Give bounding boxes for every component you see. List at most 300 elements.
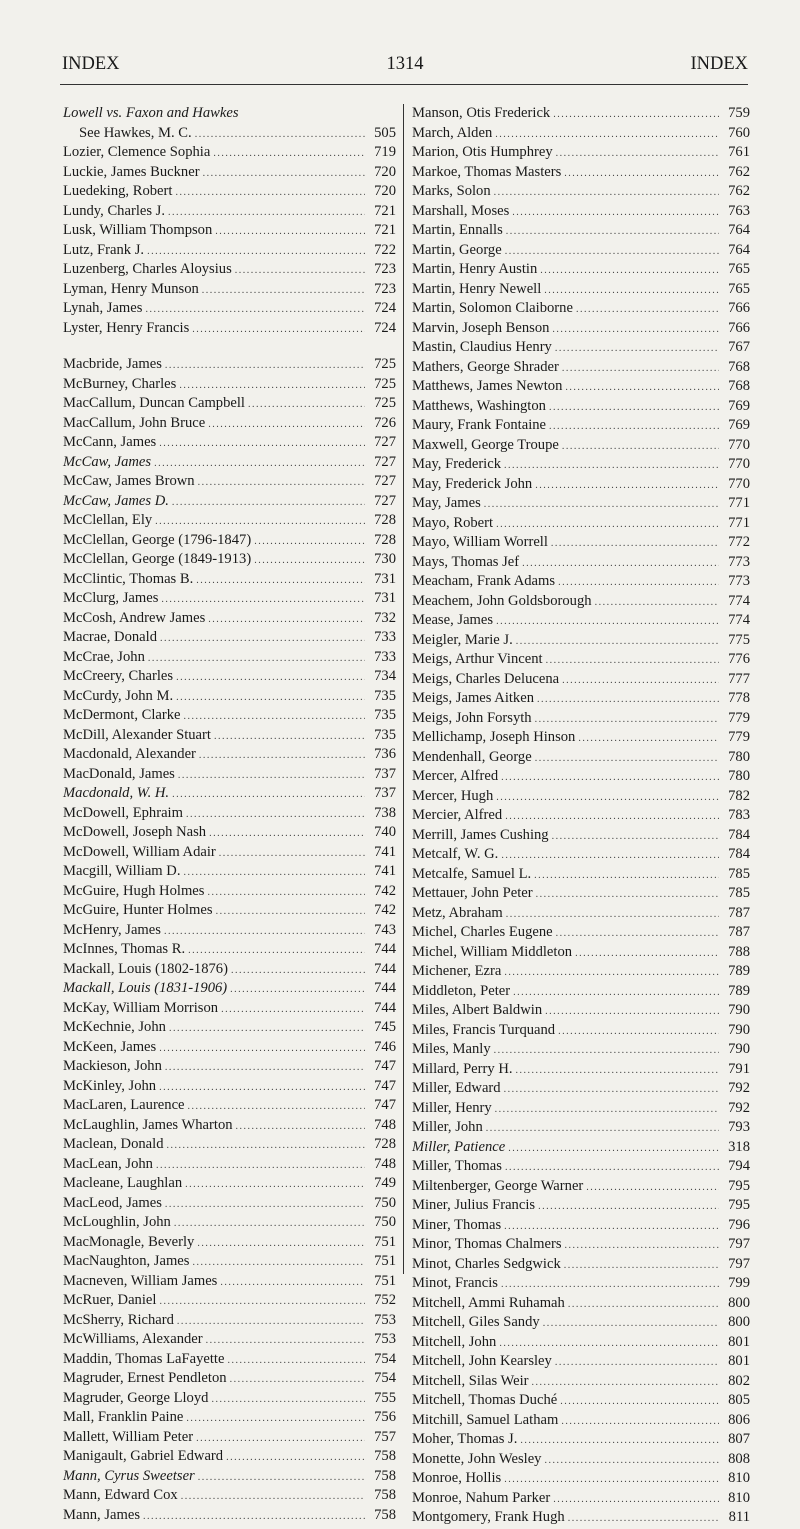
index-entry <box>412 1391 750 1411</box>
entry-page: 779 <box>728 729 750 745</box>
dot-leader <box>196 1428 365 1449</box>
dot-leader <box>147 241 365 262</box>
entry-name: Mall, Franklin Paine <box>63 1409 184 1425</box>
dot-leader <box>561 1411 719 1432</box>
entry-page: 808 <box>728 1450 750 1467</box>
entry-name: Miles, Francis Turquand <box>412 1021 556 1038</box>
index-entry <box>63 628 396 648</box>
index-entry <box>412 1489 750 1509</box>
dot-leader <box>208 609 365 630</box>
dot-leader <box>227 1350 365 1371</box>
entry-name: Miller, John <box>412 1119 483 1135</box>
entry-page: 800 <box>728 1294 750 1311</box>
index-entry <box>63 1350 396 1370</box>
entry-name: Mackieson, John <box>63 1058 162 1074</box>
dot-leader <box>496 787 719 808</box>
entry-page: 796 <box>728 1216 750 1233</box>
entry-name: Macdonald, W. H. <box>63 785 170 801</box>
entry-page: 737 <box>374 785 396 801</box>
index-entry <box>63 882 396 902</box>
entry-name: Mercer, Hugh <box>412 787 494 804</box>
index-entry <box>412 416 750 436</box>
entry-name: See Hawkes, M. C. <box>79 124 192 141</box>
entry-page: 724 <box>374 319 396 336</box>
dot-leader <box>505 806 719 827</box>
entry-page: 787 <box>728 904 750 921</box>
entry-name: Mitchell, Thomas Duché <box>412 1392 558 1408</box>
dot-leader <box>551 533 719 554</box>
index-entry <box>63 1038 396 1058</box>
entry-name: Meacham, Frank Adams <box>412 573 556 589</box>
entry-name: Magruder, George Lloyd <box>63 1389 209 1406</box>
entry-page: 318 <box>728 1138 750 1155</box>
entry-page: 785 <box>728 885 750 901</box>
index-entry <box>63 726 396 746</box>
entry-page: 777 <box>728 670 750 687</box>
index-entry <box>63 260 396 280</box>
dot-leader <box>198 472 365 493</box>
page-header <box>62 54 748 82</box>
dot-leader <box>154 453 365 474</box>
entry-page: 753 <box>374 1331 396 1347</box>
entry-name: McHenry, James <box>63 921 161 938</box>
dot-leader <box>501 1274 719 1295</box>
dot-leader <box>513 982 719 1003</box>
entry-name: Mendenhall, George <box>412 748 532 765</box>
index-entry <box>412 1313 750 1333</box>
entry-page: 795 <box>728 1177 750 1194</box>
entry-page: 743 <box>374 921 396 938</box>
entry-name: McKinley, John <box>63 1077 157 1094</box>
entry-name: March, Alden <box>412 124 493 141</box>
entry-name: McSherry, Richard <box>63 1311 174 1328</box>
entry-page: 797 <box>728 1236 750 1252</box>
dot-leader <box>560 1391 719 1412</box>
entry-page: 802 <box>728 1372 750 1389</box>
dot-leader <box>544 280 719 301</box>
entry-name: Markoe, Thomas Masters <box>412 163 562 180</box>
entry-name: Middleton, Peter <box>412 982 511 999</box>
index-entry <box>412 1060 750 1080</box>
entry-page: 736 <box>374 746 396 762</box>
index-entry <box>412 670 750 690</box>
index-entry <box>63 1272 396 1292</box>
dot-leader <box>159 1291 365 1312</box>
entry-name: Maxwell, George Troupe <box>412 436 559 453</box>
column-divider <box>403 104 404 1274</box>
index-entry <box>63 862 396 882</box>
entry-page: 724 <box>374 300 396 316</box>
entry-page: 741 <box>374 863 396 879</box>
dot-leader <box>501 845 719 866</box>
index-entry <box>63 901 396 921</box>
entry-page: 780 <box>728 748 750 765</box>
index-entry <box>63 706 396 726</box>
entry-name: Maury, Frank Fontaine <box>412 417 547 433</box>
dot-leader <box>188 940 365 961</box>
entry-page: 721 <box>374 202 396 219</box>
index-entry <box>412 1157 750 1177</box>
entry-name: Maclean, Donald <box>63 1136 164 1152</box>
entry-name: May, Frederick <box>412 456 502 472</box>
dot-leader <box>534 865 719 886</box>
entry-page: 801 <box>728 1353 750 1369</box>
entry-name: Metcalfe, Samuel L. <box>412 865 532 882</box>
entry-page: 766 <box>728 319 750 336</box>
index-entry <box>412 202 750 222</box>
dot-leader <box>159 1038 365 1059</box>
index-entry <box>412 1177 750 1197</box>
entry-name: Macleane, Laughlan <box>63 1175 183 1191</box>
dot-leader <box>546 650 719 671</box>
index-entry <box>63 375 396 395</box>
entry-page: 728 <box>374 1136 396 1152</box>
dot-leader <box>184 862 366 883</box>
entry-name: Luckie, James Buckner <box>63 163 200 180</box>
index-entry <box>412 982 750 1002</box>
entry-name: McRuer, Daniel <box>63 1292 157 1308</box>
entry-page: 807 <box>728 1431 750 1447</box>
index-entry <box>412 455 750 475</box>
index-entry <box>63 921 396 941</box>
dot-leader <box>520 1430 719 1451</box>
dot-leader <box>558 572 719 593</box>
page-number: 1314 <box>386 54 424 74</box>
entry-page: 767 <box>728 339 750 355</box>
entry-name: MacDonald, James <box>63 765 175 782</box>
entry-name: McDowell, Joseph Nash <box>63 824 207 840</box>
entry-page: 764 <box>728 222 750 238</box>
index-entry <box>63 299 396 319</box>
dot-leader <box>195 124 365 145</box>
dot-leader <box>159 1077 365 1098</box>
dot-leader <box>552 826 719 847</box>
entry-page: 805 <box>728 1392 750 1408</box>
dot-leader <box>160 628 365 649</box>
entry-name: Meigs, Charles Delucena <box>412 670 560 687</box>
entry-name: Monette, John Wesley <box>412 1450 542 1467</box>
entry-name: Matthews, James Newton <box>412 378 563 394</box>
entry-page: 725 <box>374 375 396 392</box>
dot-leader <box>176 667 365 688</box>
entry-name: Mackall, Louis (1831-1906) <box>63 980 228 996</box>
index-entry <box>412 1450 750 1470</box>
entry-page: 720 <box>374 163 396 180</box>
dot-leader <box>248 394 365 415</box>
entry-name: Miltenberger, George Warner <box>412 1177 584 1194</box>
index-entry <box>63 1057 396 1077</box>
entry-name: McClellan, George (1796-1847) <box>63 531 252 548</box>
entry-name: McKeen, James <box>63 1038 157 1055</box>
dot-leader <box>202 280 365 301</box>
index-entry <box>412 1274 750 1294</box>
entry-name: McClintic, Thomas B. <box>63 570 194 587</box>
index-entry <box>63 1194 396 1214</box>
entry-page: 726 <box>374 414 396 431</box>
entry-page: 762 <box>728 163 750 180</box>
entry-page: 735 <box>374 726 396 743</box>
entry-page: 733 <box>374 629 396 645</box>
dot-leader <box>544 1450 719 1471</box>
entry-page: 783 <box>728 807 750 823</box>
index-entry <box>63 1330 396 1350</box>
index-entry <box>412 748 750 768</box>
dot-leader <box>192 319 365 340</box>
entry-page: 761 <box>728 144 750 160</box>
dot-leader <box>516 1060 719 1081</box>
index-entry <box>63 1233 396 1253</box>
entry-page: 746 <box>374 1038 396 1055</box>
index-entry <box>412 514 750 534</box>
entry-page: 789 <box>728 982 750 999</box>
index-entry <box>63 1447 396 1467</box>
index-entry <box>412 1411 750 1431</box>
entry-name: Michel, Charles Eugene <box>412 924 553 940</box>
entry-page: 779 <box>728 709 750 726</box>
entry-page: 754 <box>374 1370 396 1386</box>
entry-name: Michener, Ezra <box>412 963 502 979</box>
dot-leader <box>568 1508 719 1529</box>
dot-leader <box>537 689 719 710</box>
entry-name: Meigs, James Aitken <box>412 690 535 706</box>
index-entry <box>63 1096 396 1116</box>
entry-page: 795 <box>728 1197 750 1213</box>
dot-leader <box>181 1486 365 1507</box>
dot-leader <box>506 221 719 242</box>
left-column <box>63 104 396 1525</box>
entry-page: 753 <box>374 1311 396 1328</box>
dot-leader <box>495 124 719 145</box>
entry-name: McDill, Alexander Stuart <box>63 726 211 743</box>
index-entry <box>63 1155 396 1175</box>
dot-leader <box>208 414 365 435</box>
index-entry <box>412 1430 750 1450</box>
entry-page: 760 <box>728 124 750 141</box>
dot-leader <box>174 1213 365 1234</box>
entry-page: 727 <box>374 453 396 470</box>
entry-page: 750 <box>374 1214 396 1230</box>
dot-leader <box>161 589 365 610</box>
dot-leader <box>504 455 719 476</box>
index-entry <box>412 943 750 963</box>
dot-leader <box>198 1467 365 1488</box>
dot-leader <box>506 904 719 925</box>
entry-page: 744 <box>374 999 396 1016</box>
dot-leader <box>556 143 719 164</box>
index-entry <box>412 884 750 904</box>
entry-page: 721 <box>374 222 396 238</box>
entry-page: 788 <box>728 943 750 960</box>
entry-name: Mastin, Claudius Henry <box>412 339 552 355</box>
entry-page: 738 <box>374 804 396 821</box>
index-entry <box>63 1369 396 1389</box>
entry-name: Mallett, William Peter <box>63 1428 194 1445</box>
entry-page: 790 <box>728 1041 750 1057</box>
index-entry <box>63 1135 396 1155</box>
entry-page: 720 <box>374 183 396 199</box>
entry-page: 744 <box>374 980 396 996</box>
dot-leader <box>562 436 719 457</box>
entry-name: Martin, Solomon Claiborne <box>412 300 573 316</box>
index-entry <box>63 648 396 668</box>
entry-page: 730 <box>374 551 396 567</box>
index-entry <box>63 1428 396 1448</box>
entry-page: 747 <box>374 1097 396 1113</box>
index-entry <box>63 687 396 707</box>
entry-page: 727 <box>374 434 396 450</box>
entry-name: Meigs, Arthur Vincent <box>412 651 543 667</box>
entry-name: McGuire, Hugh Holmes <box>63 882 205 899</box>
entry-page: 759 <box>728 105 750 121</box>
entry-page: 791 <box>728 1060 750 1077</box>
dot-leader <box>494 182 719 203</box>
index-entry <box>412 923 750 943</box>
entry-name: Mettauer, John Peter <box>412 885 533 901</box>
dot-leader <box>504 1079 719 1100</box>
entry-page: 769 <box>728 417 750 433</box>
dot-leader <box>213 143 365 164</box>
index-entry <box>63 1018 396 1038</box>
entry-name: McLoughlin, John <box>63 1214 171 1230</box>
index-entry <box>63 784 396 804</box>
dot-leader <box>203 163 365 184</box>
entry-name: Mitchell, Giles Sandy <box>412 1314 540 1330</box>
entry-page: 723 <box>374 280 396 297</box>
entry-page: 732 <box>374 609 396 626</box>
entry-name: Metcalf, W. G. <box>412 846 499 862</box>
dot-leader <box>505 241 719 262</box>
dot-leader <box>178 765 365 786</box>
dot-leader <box>522 553 719 574</box>
entry-name: McGuire, Hunter Holmes <box>63 902 213 918</box>
entry-name: McBurney, Charles <box>63 375 177 392</box>
index-entry <box>63 1213 396 1233</box>
index-entry <box>63 433 396 453</box>
entry-page: 756 <box>374 1409 396 1425</box>
entry-name: McCann, James <box>63 434 157 450</box>
entry-name: MacCallum, John Bruce <box>63 414 206 431</box>
entry-name: Montgomery, Frank Hugh <box>412 1509 565 1525</box>
index-entry <box>412 962 750 982</box>
index-entry <box>63 609 396 629</box>
entry-name: Marks, Solon <box>412 183 491 199</box>
entry-name: Luedeking, Robert <box>63 183 173 199</box>
dot-leader <box>538 1196 719 1217</box>
dot-leader <box>553 104 719 125</box>
index-entry <box>63 355 396 375</box>
entry-name: Macneven, William James <box>63 1272 218 1289</box>
entry-page: 748 <box>374 1155 396 1172</box>
entry-page: 750 <box>374 1194 396 1211</box>
entry-page: 762 <box>728 183 750 199</box>
dot-leader <box>184 706 365 727</box>
dot-leader <box>165 1057 365 1078</box>
entry-name: Merrill, James Cushing <box>412 826 549 843</box>
entry-name: Mitchell, Ammi Ruhamah <box>412 1294 565 1311</box>
dot-leader <box>535 475 719 496</box>
dot-leader <box>179 375 365 396</box>
entry-name: May, Frederick John <box>412 475 533 492</box>
index-entry <box>412 1196 750 1216</box>
entry-page: 794 <box>728 1158 750 1174</box>
dot-leader <box>564 1255 719 1276</box>
entry-name: Mitchell, Silas Weir <box>412 1372 529 1389</box>
entry-page: 770 <box>728 436 750 453</box>
index-entry <box>63 1174 396 1194</box>
index-entry <box>63 745 396 765</box>
index-entry <box>63 999 396 1019</box>
entry-page: 790 <box>728 1002 750 1018</box>
entry-name: Miles, Manly <box>412 1041 491 1057</box>
entry-page: 806 <box>728 1411 750 1428</box>
dot-leader <box>499 1333 719 1354</box>
index-entry <box>63 570 396 590</box>
index-entry <box>63 280 396 300</box>
dot-leader <box>145 299 365 320</box>
entry-name: MacNaughton, James <box>63 1253 190 1269</box>
index-entry <box>412 865 750 885</box>
entry-name: Miner, Thomas <box>412 1216 502 1233</box>
index-entry <box>63 843 396 863</box>
dot-leader <box>172 784 365 805</box>
entry-page: 733 <box>374 648 396 665</box>
entry-page: 810 <box>728 1470 750 1486</box>
dot-leader <box>565 377 719 398</box>
dot-leader <box>496 514 719 535</box>
dot-leader <box>535 748 719 769</box>
dot-leader <box>496 611 719 632</box>
entry-page: 771 <box>728 514 750 531</box>
entry-name: McClurg, James <box>63 590 159 606</box>
index-entry <box>412 1216 750 1236</box>
entry-page: 731 <box>374 590 396 606</box>
dot-leader <box>556 923 719 944</box>
index-entry <box>63 414 396 434</box>
dot-leader <box>549 397 719 418</box>
entry-page: 790 <box>728 1021 750 1038</box>
index-entry <box>63 804 396 824</box>
dot-leader <box>236 1116 365 1137</box>
entry-page: 792 <box>728 1080 750 1096</box>
index-entry <box>412 592 750 612</box>
dot-leader <box>536 884 719 905</box>
dot-leader <box>148 648 365 669</box>
entry-page: 725 <box>374 356 396 372</box>
dot-leader <box>586 1177 719 1198</box>
dot-leader <box>565 1235 719 1256</box>
entry-name: Michel, William Middleton <box>412 943 573 960</box>
entry-name: Mercier, Alfred <box>412 807 503 823</box>
dot-leader <box>176 687 365 708</box>
dot-leader <box>199 745 365 766</box>
entry-page: 769 <box>728 397 750 414</box>
entry-name: Meigs, John Forsyth <box>412 709 532 726</box>
entry-name: Marshall, Moses <box>412 202 510 219</box>
index-entry <box>63 1467 396 1487</box>
entry-name: Mann, Cyrus Sweetser <box>63 1467 195 1484</box>
entry-page: 727 <box>374 473 396 489</box>
dot-leader <box>553 1489 719 1510</box>
entry-page: 764 <box>728 241 750 258</box>
index-entry <box>412 1001 750 1021</box>
index-entry <box>412 1333 750 1353</box>
index-entry <box>63 124 396 144</box>
dot-leader <box>216 901 365 922</box>
entry-name: Miner, Julius Francis <box>412 1197 536 1213</box>
entry-page: 785 <box>728 865 750 882</box>
index-entry <box>412 397 750 417</box>
dot-leader <box>221 999 365 1020</box>
